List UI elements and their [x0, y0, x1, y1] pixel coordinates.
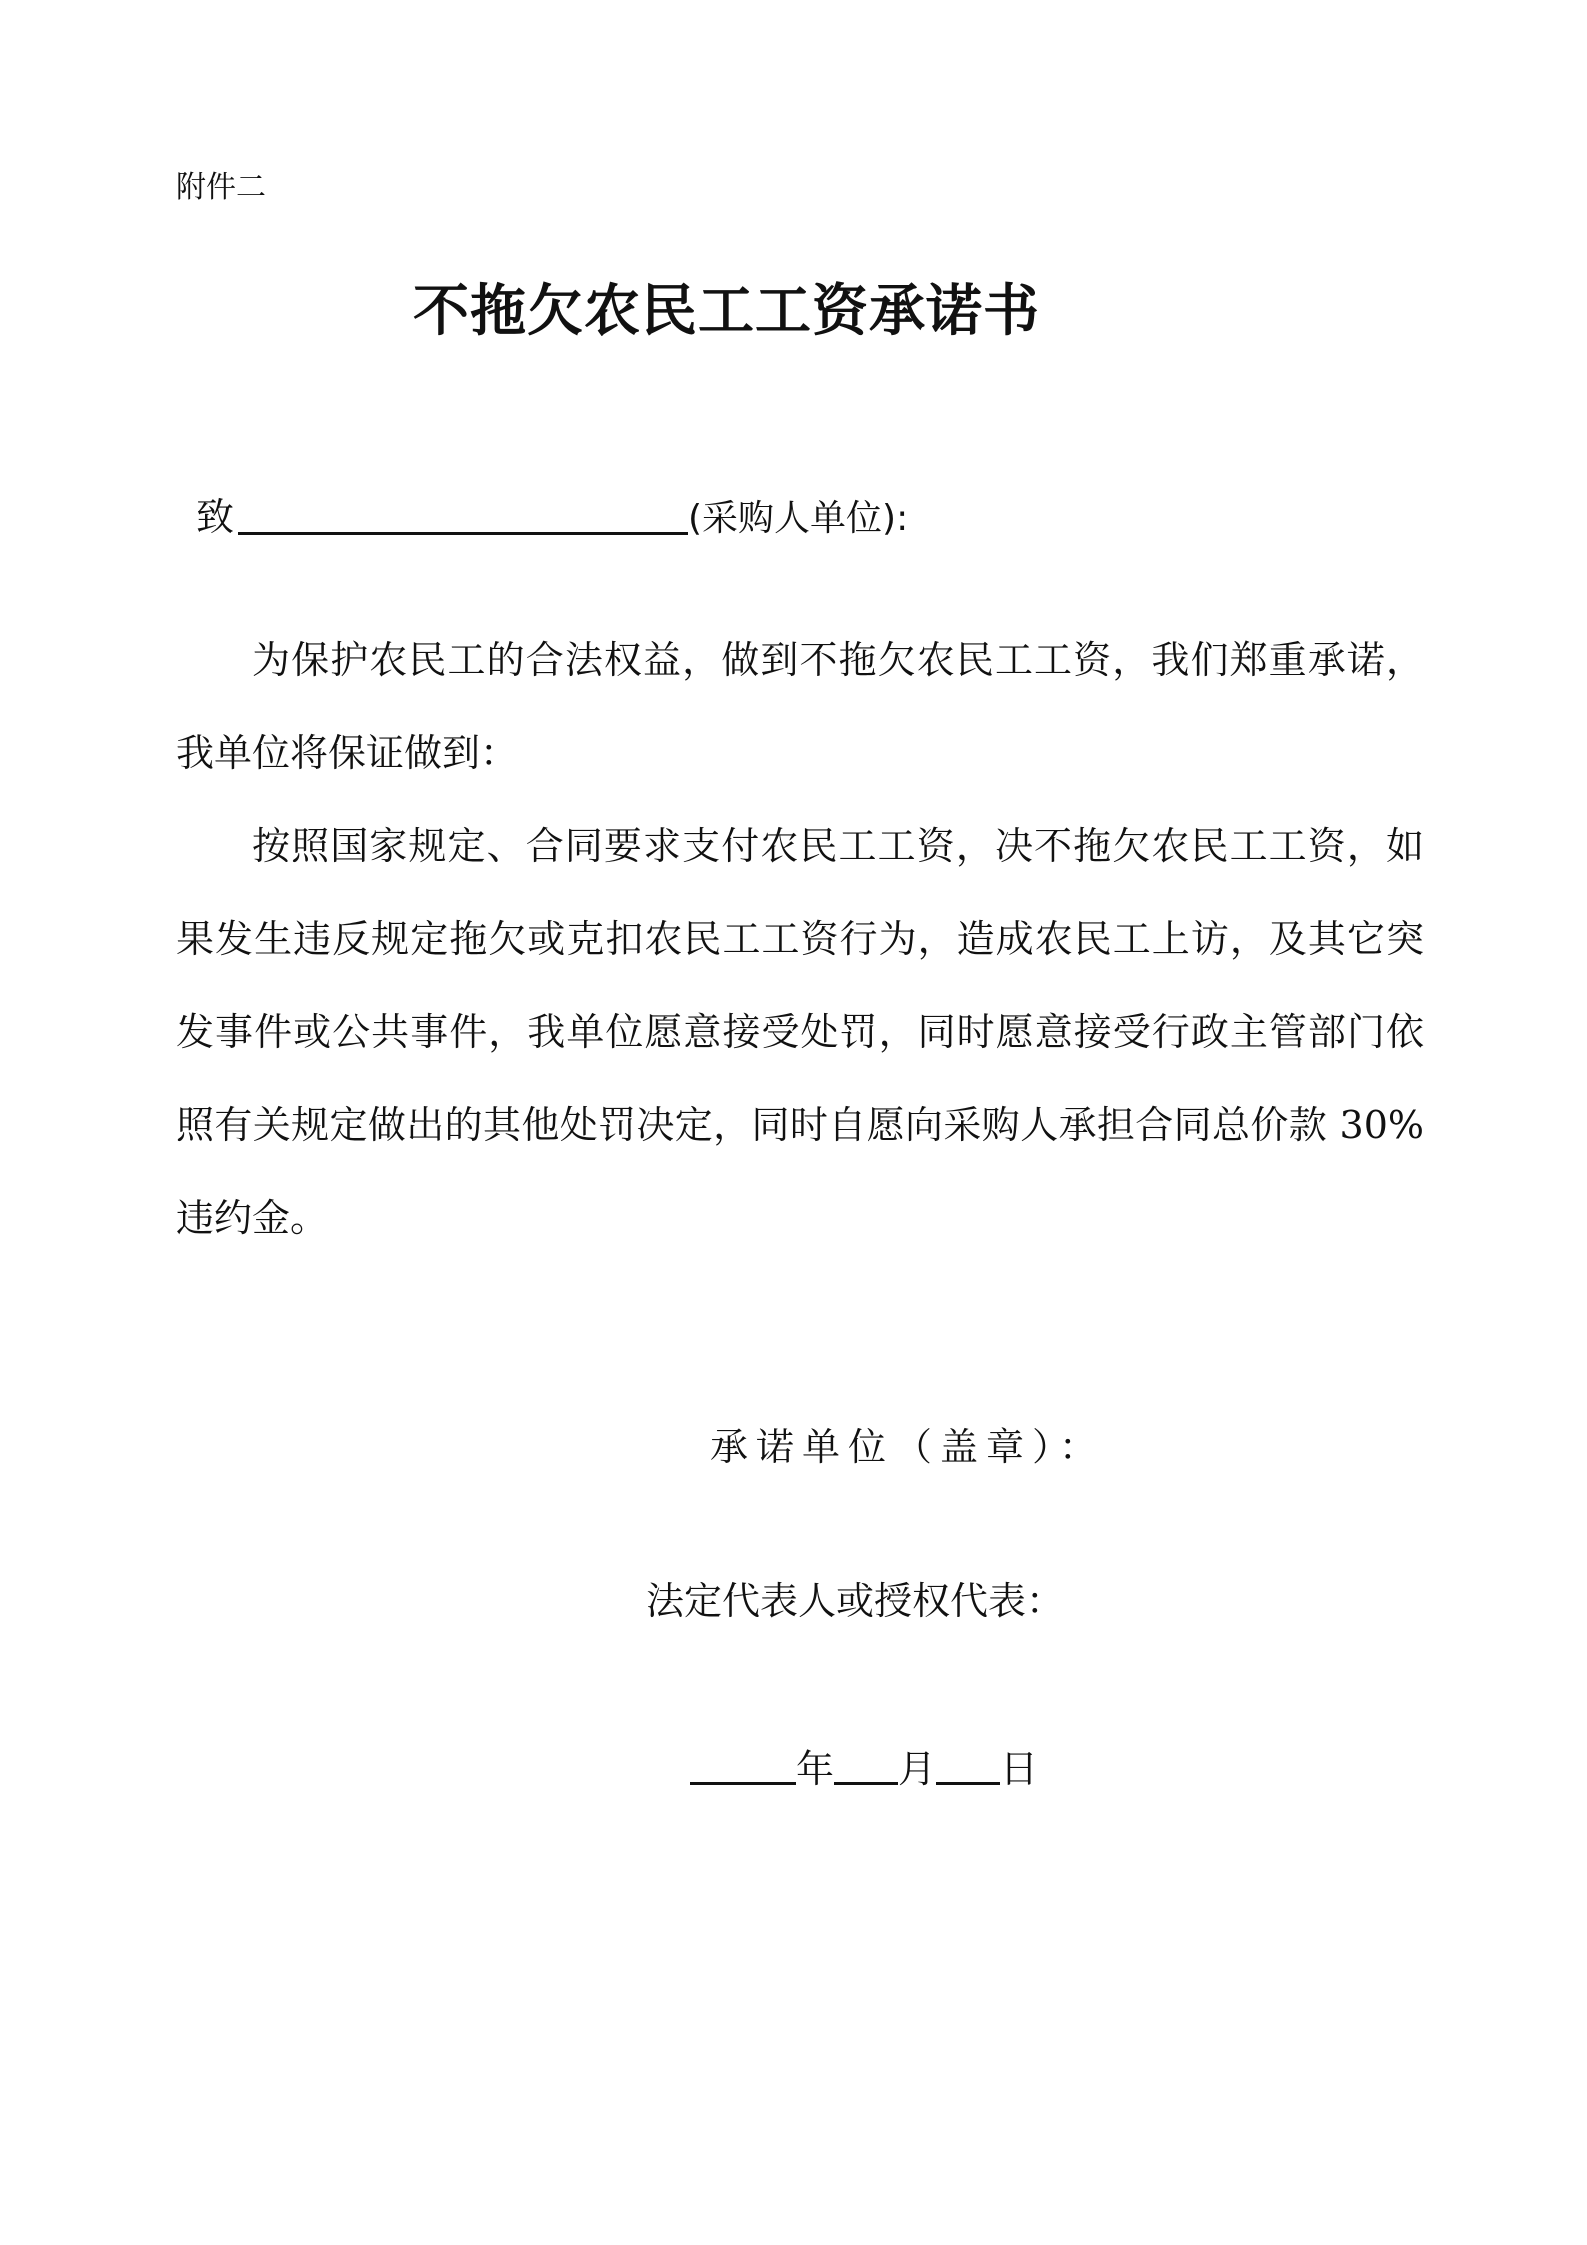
year-label: 年 [796, 1747, 835, 1791]
addressee-line [196, 490, 908, 546]
year-blank [690, 1742, 796, 1785]
addressee-blank [238, 490, 688, 535]
addressee-prefix: 致 [196, 495, 235, 539]
signature-date-line [690, 1742, 1038, 1796]
day-blank [936, 1742, 1000, 1785]
addressee-unit-label: (采购人单位): [688, 498, 909, 539]
day-label: 日 [1000, 1747, 1039, 1791]
document-title: 不拖欠农民工工资承诺书 [413, 278, 1040, 344]
commitment-paragraph-2: 按照国家规定、合同要求支付农民工工资，决不拖欠农民工工资，如果发生违反规定拖欠或克扣农民工工资行为，造成农民工上访，及其它突发事件或公共事件，我单位愿意接受处罚，同时愿意接受行政主管部门依照有关规定做出的其他处罚决定，同时自愿向采购人承担合同总价款 30%违约金。 [176, 824, 1424, 1240]
attachment-label: 附件二 [176, 170, 266, 205]
signature-unit-label: 承诺单位（盖章）： [710, 1425, 1106, 1469]
signature-representative-label: 法定代表人或授权代表： [646, 1579, 1065, 1623]
commitment-body [176, 614, 1424, 1265]
month-blank [834, 1742, 898, 1785]
commitment-paragraph-1: 为保护农民工的合法权益，做到不拖欠农民工工资，我们郑重承诺，我单位将保证做到： [176, 638, 1424, 775]
month-label: 月 [898, 1747, 937, 1791]
